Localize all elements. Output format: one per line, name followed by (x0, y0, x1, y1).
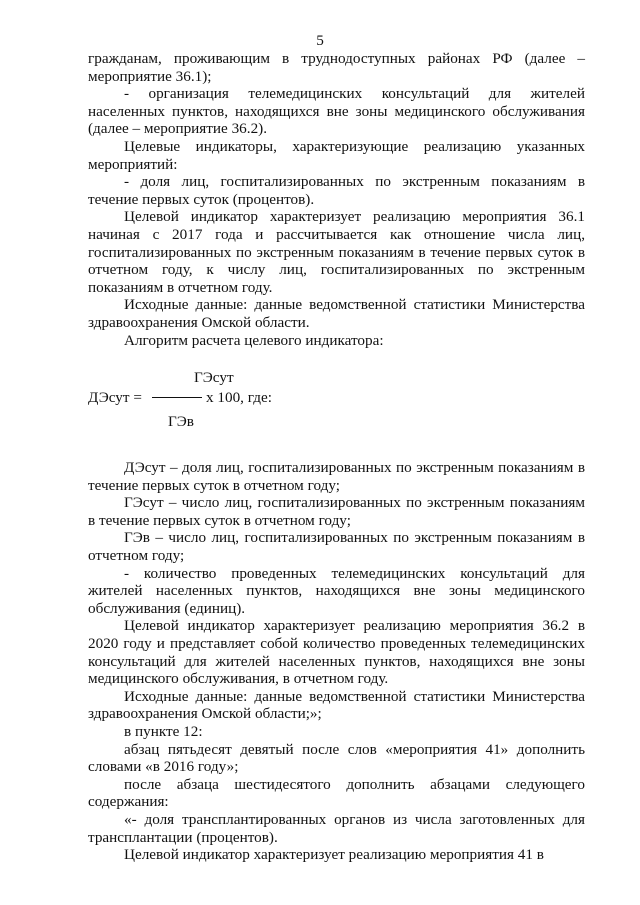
paragraph: - количество проведенных телемедицинских консультаций для жителей населенных пунктов, находящихся вне зоны медицинского обслуживания (единиц). (88, 564, 585, 617)
paragraph: - организация телемедицинских консультаций для жителей населенных пунктов, находящихся вне зоны медицинского обслуживания (далее – мероприятие 36.2). (88, 85, 585, 138)
paragraph: ГЭсут – число лиц, госпитализированных по экстренным показаниям в течение первых суток в отчетном году; (88, 494, 585, 529)
paragraph: ГЭв – число лиц, госпитализированных по экстренным показаниям в отчетном году; (88, 529, 585, 565)
fraction-bar (152, 397, 202, 398)
paragraph: «- доля трансплантированных органов из числа заготовленных для трансплантации (процентов). (88, 810, 585, 846)
paragraph: Целевой индикатор характеризует реализацию мероприятия 36.1 начиная с 2017 года и рассчитывается как отношение числа лиц, госпитализированных по экстренным показаниям в течение первых суток в отчетном году, к числу лиц, госпитализированных по экстренным показаниям в отчетном году. (88, 208, 585, 296)
paragraph: Алгоритм расчета целевого индикатора: (124, 331, 384, 349)
formula (88, 357, 585, 445)
paragraph: ДЭсут – доля лиц, госпитализированных по экстренным показаниям в течение первых суток в отчетном году; (88, 459, 585, 494)
paragraph: Целевой индикатор характеризует реализацию мероприятия 41 в (124, 846, 544, 864)
paragraph: Исходные данные: данные ведомственной статистики Министерства здравоохранения Омской области. (88, 296, 585, 331)
paragraph: Исходные данные: данные ведомственной статистики Министерства здравоохранения Омской области;»; (88, 687, 585, 723)
formula-denominator: ГЭв (168, 413, 194, 431)
paragraph: Целевые индикаторы, характеризующие реализацию указанных мероприятий: (88, 137, 585, 173)
paragraph: Целевой индикатор характеризует реализацию мероприятия 36.2 в 2020 году и представляет собой количество проведенных телемедицинских консультаций для жителей населенных пунктов, находящихся вне зоны медицинского обслуживания, в отчетном году. (88, 617, 585, 688)
formula-rhs: x 100, где: (206, 389, 272, 407)
paragraph: гражданам, проживающим в труднодоступных районах РФ (далее – мероприятие 36.1); (88, 50, 585, 85)
paragraph: после абзаца шестидесятого дополнить абзацами следующего содержания: (88, 775, 585, 811)
paragraphs-before-formula (88, 50, 585, 349)
paragraph: - доля лиц, госпитализированных по экстренным показаниям в течение первых суток (процентов). (88, 173, 585, 208)
formula-lhs: ДЭсут = (88, 389, 142, 407)
paragraphs-after-formula (88, 459, 585, 864)
paragraph: в пункте 12: (124, 723, 203, 740)
page-number: 5 (316, 32, 324, 49)
paragraph: абзац пятьдесят девятый после слов «мероприятия 41» дополнить словами «в 2016 году»; (88, 740, 585, 776)
formula-numerator: ГЭсут (194, 369, 234, 387)
document-body (88, 50, 585, 864)
